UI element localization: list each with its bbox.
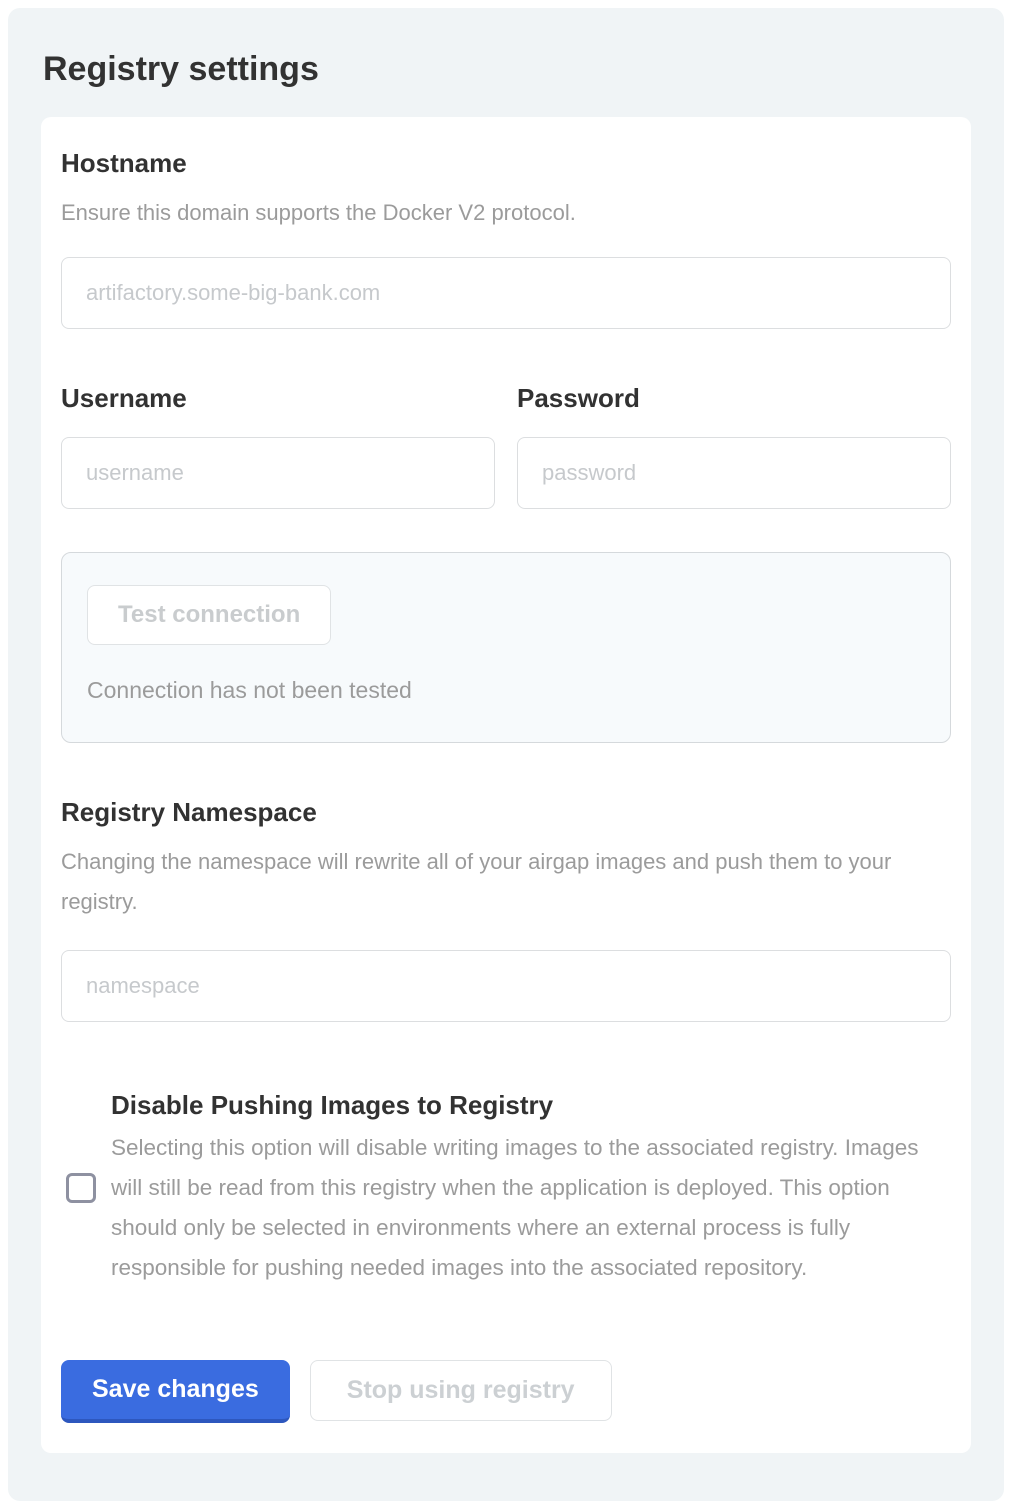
disable-pushing-checkbox[interactable] xyxy=(66,1173,96,1203)
settings-panel xyxy=(8,8,1004,1501)
connection-status-text: Connection has not been tested xyxy=(87,677,412,703)
hostname-input[interactable] xyxy=(61,257,951,329)
test-connection-box xyxy=(61,552,951,743)
disable-pushing-label: Disable Pushing Images to Registry xyxy=(111,1090,554,1120)
hostname-label: Hostname xyxy=(61,148,187,178)
disable-pushing-description: Selecting this option will disable writing images to the associated registry. Images will still be read from this registry when the application is deployed. This option should only be selected in environments where an external process is fully responsible for pushing needed images into the associated repository. xyxy=(111,1135,919,1280)
namespace-label: Registry Namespace xyxy=(61,797,317,827)
password-field-group xyxy=(517,382,951,509)
password-label: Password xyxy=(517,383,640,413)
hostname-help-text: Ensure this domain supports the Docker V2 protocol. xyxy=(61,200,576,225)
password-input[interactable] xyxy=(517,437,951,509)
save-changes-button[interactable]: Save changes xyxy=(61,1360,290,1423)
test-connection-button[interactable]: Test connection xyxy=(87,585,331,645)
username-input[interactable] xyxy=(61,437,495,509)
username-label: Username xyxy=(61,383,187,413)
stop-using-registry-button[interactable]: Stop using registry xyxy=(310,1360,612,1421)
disable-pushing-option xyxy=(61,1088,951,1288)
username-field-group xyxy=(61,382,495,509)
namespace-input[interactable] xyxy=(61,950,951,1022)
registry-settings-card xyxy=(41,117,971,1453)
namespace-section xyxy=(61,796,951,1022)
disable-pushing-text xyxy=(111,1088,951,1288)
page-title: Registry settings xyxy=(43,50,319,88)
namespace-help-text: Changing the namespace will rewrite all of your airgap images and push them to your registry. xyxy=(61,849,892,914)
actions-row xyxy=(61,1360,951,1423)
